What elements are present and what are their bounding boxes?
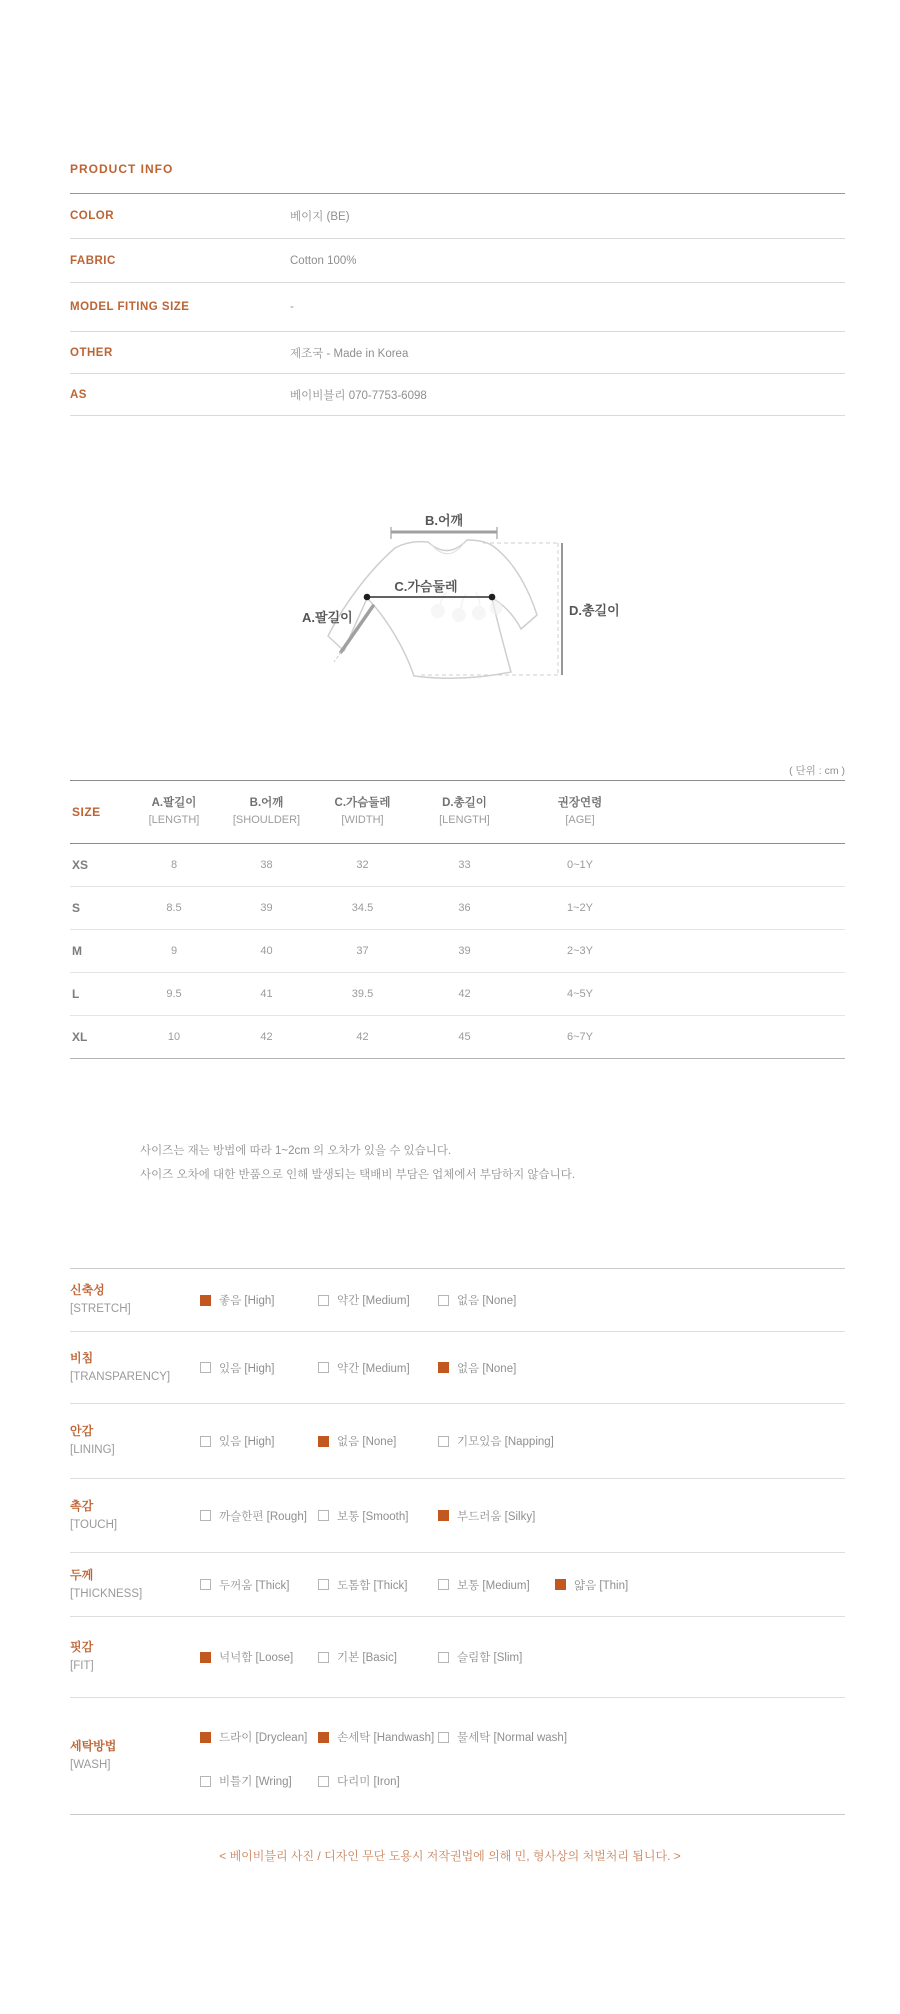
measure-label-shoulder: B.어깨 bbox=[424, 513, 464, 528]
checkbox-icon bbox=[200, 1732, 211, 1743]
product-info-label: COLOR bbox=[70, 210, 115, 222]
property-label: 비침 [TRANSPARENCY] bbox=[70, 1350, 171, 1383]
copyright-footer: < 베이비블리 사진 / 디자인 무단 도용시 저작권법에 의해 민, 형사상의 처벌처리 됩니다. > bbox=[219, 1849, 681, 1863]
checkbox-icon bbox=[438, 1295, 449, 1306]
chest-dot-right bbox=[489, 594, 496, 601]
measure-label-chest: C.가슴둘레 bbox=[394, 579, 458, 594]
property-option: 부드러움 [Silky] bbox=[438, 1508, 535, 1524]
checkbox-icon bbox=[200, 1295, 211, 1306]
product-info-row bbox=[70, 194, 845, 239]
size-table-header bbox=[70, 780, 845, 844]
size-table-row: M 9 40 37 39 2~3Y bbox=[70, 930, 845, 973]
property-option: 약간 [Medium] bbox=[318, 1360, 410, 1376]
product-info-label: AS bbox=[70, 388, 87, 401]
product-info-value: 베이지 (BE) bbox=[290, 211, 350, 223]
column-header: C.가슴둘레 [WIDTH] bbox=[334, 797, 391, 826]
property-label: 신축성 [STRETCH] bbox=[70, 1283, 131, 1315]
checkbox-icon bbox=[318, 1362, 329, 1373]
property-option: 도톰함 [Thick] bbox=[318, 1577, 407, 1593]
product-info-title: PRODUCT INFO bbox=[70, 162, 174, 176]
property-option: 기모있음 [Napping] bbox=[438, 1433, 554, 1449]
property-option: 없음 [None] bbox=[438, 1292, 516, 1308]
checkbox-icon bbox=[200, 1510, 211, 1521]
checkbox-icon bbox=[438, 1362, 449, 1373]
checkbox-icon bbox=[200, 1362, 211, 1373]
product-info-label: OTHER bbox=[70, 346, 113, 359]
size-notes bbox=[140, 1139, 575, 1187]
size-table-row: L 9.5 41 39.5 42 4~5Y bbox=[70, 973, 845, 1016]
checkbox-icon bbox=[438, 1436, 449, 1447]
property-label: 두께 [THICKNESS] bbox=[70, 1567, 143, 1600]
checkbox-icon bbox=[318, 1579, 329, 1590]
property-row-fit bbox=[70, 1617, 845, 1698]
product-info-value: 베이비블리 070-7753-6098 bbox=[290, 389, 427, 402]
property-option: 없음 [None] bbox=[438, 1360, 516, 1376]
property-option: 얇음 [Thin] bbox=[555, 1577, 628, 1593]
property-option: 다리미 [Iron] bbox=[318, 1773, 400, 1789]
property-row-stretch bbox=[70, 1269, 845, 1332]
size-note-line: 사이즈는 재는 방법에 따라 1~2cm 의 오차가 있을 수 있습니다. bbox=[140, 1145, 452, 1157]
property-option: 약간 [Medium] bbox=[318, 1292, 410, 1308]
property-row-lining bbox=[70, 1404, 845, 1479]
product-info-row bbox=[70, 239, 845, 283]
size-note-line: 사이즈 오차에 대한 반품으로 인해 발생되는 택배비 부담은 업체에서 부담하지 않습니다. bbox=[140, 1169, 576, 1181]
property-option: 슬림함 [Slim] bbox=[438, 1649, 522, 1665]
size-table-row: S 8.5 39 34.5 36 1~2Y bbox=[70, 887, 845, 930]
property-row-thickness bbox=[70, 1553, 845, 1617]
property-option: 넉넉함 [Loose] bbox=[200, 1649, 293, 1665]
property-option: 손세탁 [Handwash] bbox=[318, 1729, 434, 1745]
property-option: 보통 [Medium] bbox=[438, 1577, 530, 1593]
property-option: 없음 [None] bbox=[318, 1433, 396, 1449]
unit-note: ( 단위 : cm ) bbox=[789, 765, 845, 777]
measure-label-length: D.총길이 bbox=[569, 603, 620, 618]
property-option: 두꺼움 [Thick] bbox=[200, 1577, 289, 1593]
property-option: 물세탁 [Normal wash] bbox=[438, 1729, 567, 1745]
property-row-touch bbox=[70, 1479, 845, 1553]
property-label: 안감 [LINING] bbox=[70, 1424, 115, 1456]
product-info-label: MODEL FITING SIZE bbox=[70, 301, 190, 313]
column-header: 권장연령 [AGE] bbox=[557, 797, 603, 826]
product-info-row bbox=[70, 283, 845, 332]
property-label: 촉감 [TOUCH] bbox=[70, 1498, 118, 1531]
property-option: 있음 [High] bbox=[200, 1433, 274, 1449]
size-column-header: SIZE bbox=[72, 805, 101, 819]
checkbox-icon bbox=[318, 1436, 329, 1447]
checkbox-icon bbox=[200, 1436, 211, 1447]
fabric-properties bbox=[70, 1268, 845, 1815]
property-option: 드라이 [Dryclean] bbox=[200, 1729, 307, 1745]
property-option: 비틀기 [Wring] bbox=[200, 1773, 292, 1789]
checkbox-icon bbox=[438, 1652, 449, 1663]
product-info-row bbox=[70, 374, 845, 416]
product-info-value: Cotton 100% bbox=[290, 254, 357, 267]
chest-dot-left bbox=[364, 594, 371, 601]
checkbox-icon bbox=[200, 1652, 211, 1663]
property-option: 까슬한편 [Rough] bbox=[200, 1508, 307, 1524]
arm-measure-ext bbox=[334, 652, 341, 662]
product-info-value: - bbox=[290, 301, 294, 313]
product-info-row bbox=[70, 332, 845, 374]
property-label: 핏감 [FIT] bbox=[70, 1640, 94, 1672]
property-option: 좋음 [High] bbox=[200, 1292, 274, 1308]
property-option: 기본 [Basic] bbox=[318, 1649, 397, 1665]
column-header: B.어깨 [SHOULDER] bbox=[232, 797, 301, 826]
checkbox-icon bbox=[318, 1776, 329, 1787]
column-header: D.총길이 [LENGTH] bbox=[439, 797, 490, 826]
checkbox-icon bbox=[555, 1579, 566, 1590]
checkbox-icon bbox=[200, 1776, 211, 1787]
product-info-value: 제조국 - Made in Korea bbox=[290, 347, 409, 360]
property-row-wash bbox=[70, 1698, 845, 1815]
size-table-row: XS 8 38 32 33 0~1Y bbox=[70, 844, 845, 887]
checkbox-icon bbox=[318, 1295, 329, 1306]
checkbox-icon bbox=[438, 1732, 449, 1743]
property-option: 있음 [High] bbox=[200, 1360, 274, 1376]
product-info-table bbox=[70, 193, 845, 416]
checkbox-icon bbox=[318, 1510, 329, 1521]
product-info-label: FABRIC bbox=[70, 254, 116, 267]
shirt-measurement-diagram bbox=[278, 505, 628, 685]
column-header: A.팔길이 [LENGTH] bbox=[148, 797, 200, 826]
checkbox-icon bbox=[438, 1510, 449, 1521]
property-label: 세탁방법 [WASH] bbox=[70, 1739, 117, 1771]
checkbox-icon bbox=[438, 1579, 449, 1590]
size-table bbox=[70, 780, 845, 1059]
property-row-transparency bbox=[70, 1332, 845, 1404]
size-table-row: XL 10 42 42 45 6~7Y bbox=[70, 1016, 845, 1059]
checkbox-icon bbox=[318, 1732, 329, 1743]
checkbox-icon bbox=[200, 1579, 211, 1590]
measure-label-arm: A.팔길이 bbox=[302, 610, 353, 625]
property-option: 보통 [Smooth] bbox=[318, 1508, 408, 1524]
checkbox-icon bbox=[318, 1652, 329, 1663]
